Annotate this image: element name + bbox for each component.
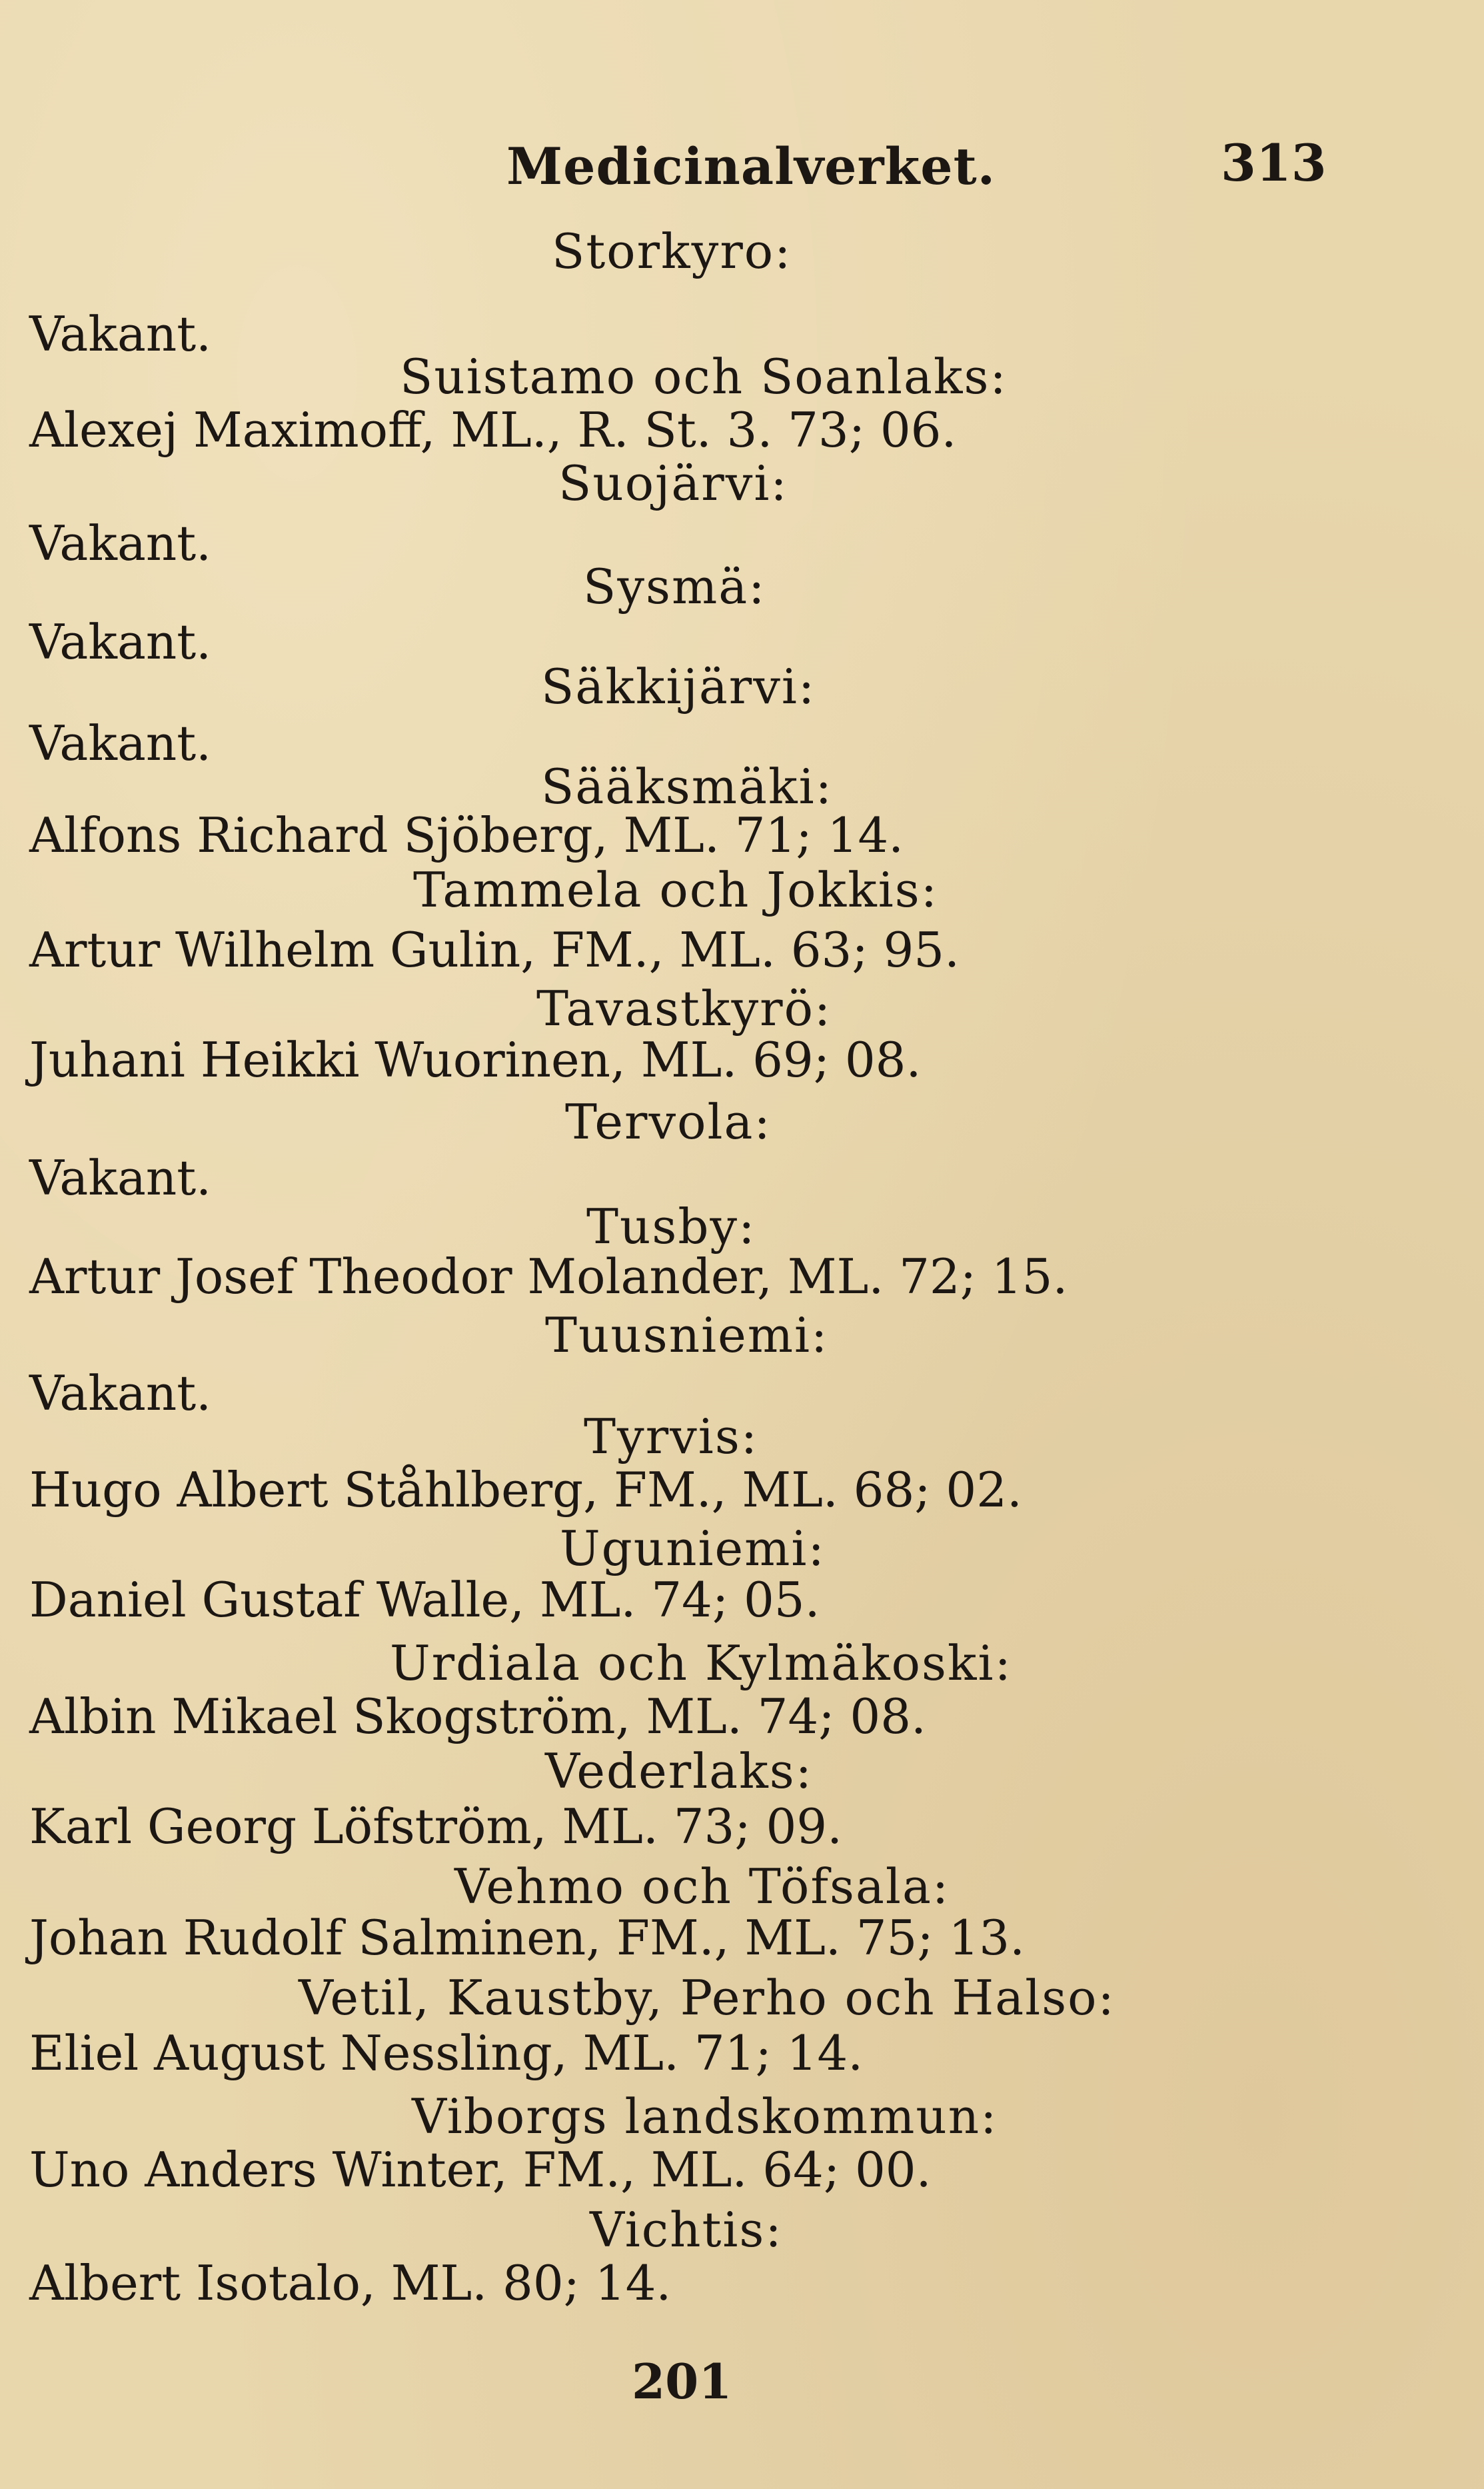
place-heading: Uguniemi:	[560, 1520, 826, 1576]
holder-line: Vakant.	[29, 515, 212, 571]
holder-line: Juhani Heikki Wuorinen, ML. 69; 08.	[29, 1032, 922, 1088]
holder-line: Vakant.	[29, 715, 212, 771]
holder-line: Alexej Maximoff, ML., R. St. 3. 73; 06.	[29, 402, 957, 458]
holder-line: Vakant.	[29, 614, 212, 670]
holder-line: Albert Isotalo, ML. 80; 14.	[29, 2255, 672, 2311]
holder-line: Eliel August Nessling, ML. 71; 14.	[29, 2025, 864, 2081]
place-heading: Tyrvis:	[584, 1408, 759, 1464]
place-heading: Sysmä:	[583, 559, 766, 615]
place-heading: Vetil, Kaustby, Perho och Halso:	[299, 1970, 1115, 2026]
place-heading: Vehmo och Töfsala:	[454, 1858, 950, 1914]
place-heading: Vichtis:	[590, 2202, 783, 2258]
place-heading: Urdiala och Kylmäkoski:	[390, 1635, 1012, 1691]
place-heading: Tavastkyrö:	[536, 981, 832, 1037]
holder-line: Vakant.	[29, 1365, 212, 1421]
place-heading: Tuusniemi:	[545, 1307, 829, 1363]
running-header: Medicinalverket.	[506, 137, 996, 196]
holder-line: Karl Georg Löfström, ML. 73; 09.	[29, 1798, 842, 1854]
place-heading: Tusby:	[586, 1199, 756, 1254]
place-heading: Suojärvi:	[558, 455, 788, 511]
place-heading: Vederlaks:	[545, 1743, 813, 1799]
holder-line: Artur Wilhelm Gulin, FM., ML. 63; 95.	[29, 922, 960, 978]
holder-line: Albin Mikael Skogström, ML. 74; 08.	[29, 1688, 926, 1744]
page-number: 313	[1221, 133, 1327, 193]
holder-line: Artur Josef Theodor Molander, ML. 72; 15.	[29, 1248, 1068, 1304]
place-heading: Suistamo och Soanlaks:	[400, 349, 1008, 405]
holder-line: Daniel Gustaf Walle, ML. 74; 05.	[29, 1572, 820, 1628]
place-heading: Säkkijärvi:	[541, 659, 816, 715]
place-heading: Storkyro:	[552, 223, 792, 279]
place-heading: Tervola:	[565, 1094, 772, 1150]
holder-line: Uno Anders Winter, FM., ML. 64; 00.	[29, 2142, 932, 2198]
place-heading: Sääksmäki:	[541, 759, 833, 815]
holder-line: Alfons Richard Sjöberg, ML. 71; 14.	[29, 807, 904, 863]
place-heading: Tammela och Jokkis:	[413, 862, 938, 918]
holder-line: Johan Rudolf Salminen, FM., ML. 75; 13.	[29, 1910, 1025, 1966]
place-heading: Viborgs landskommun:	[412, 2088, 998, 2144]
holder-line: Hugo Albert Ståhlberg, FM., ML. 68; 02.	[29, 1462, 1022, 1518]
holder-line: Vakant.	[29, 1150, 212, 1206]
printer-signature: 201	[632, 2353, 732, 2410]
holder-line: Vakant.	[29, 306, 212, 362]
